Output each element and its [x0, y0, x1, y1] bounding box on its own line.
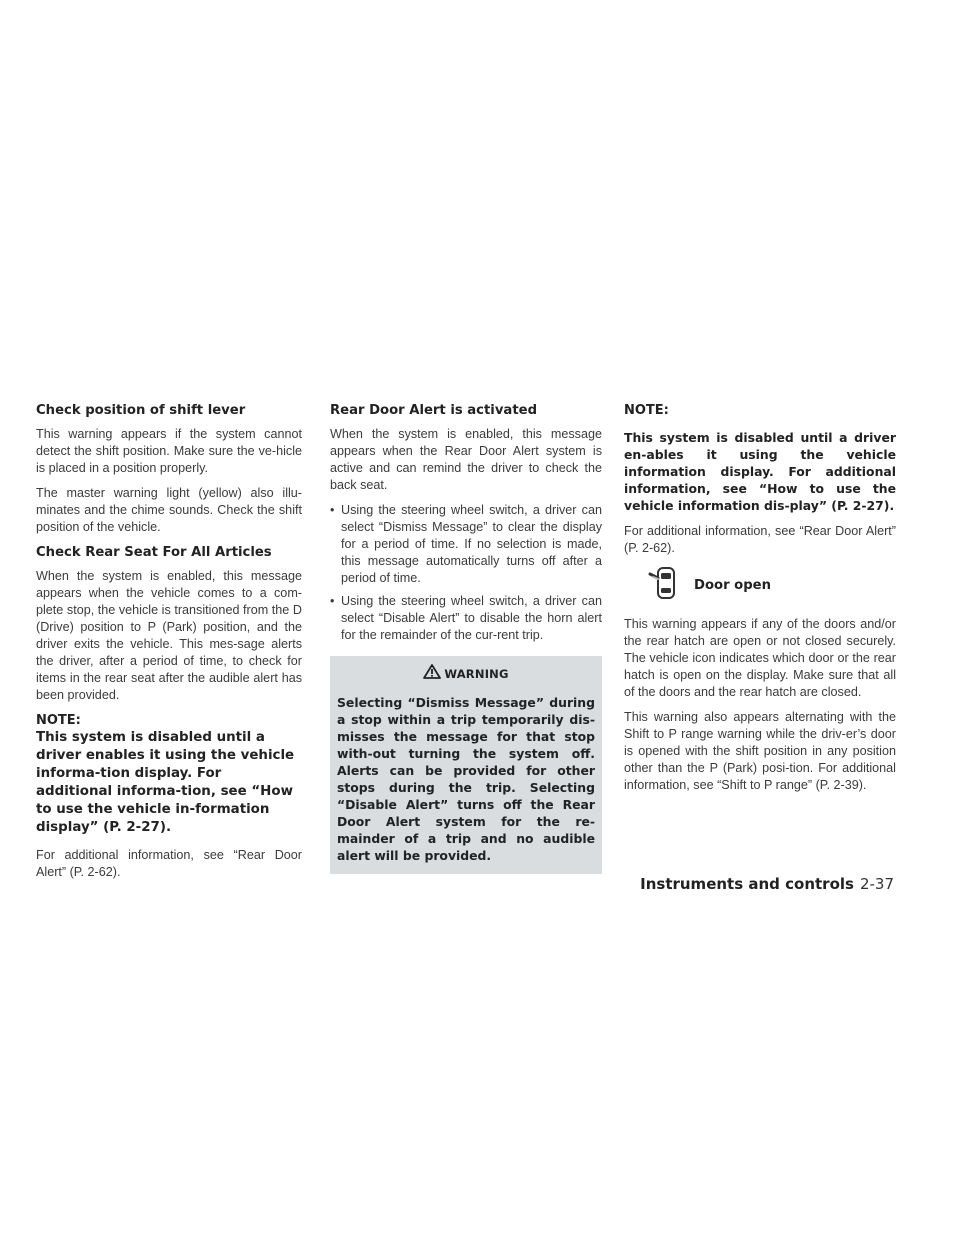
list-item: • Using the steering wheel switch, a driver can select “Dismiss Message” to clear the display for a period of time. If no selection is made, this message automatically turns off after a period of time.: [330, 503, 602, 585]
page-number: 2-37: [859, 875, 894, 893]
paragraph: This warning also appears alternating with the Shift to P range warning while the driv-er’s door is opened with the shift position in any position other than the P (Park) posi-tion. For additional information, see “Shift to P range” (P. 2-39).: [624, 710, 896, 792]
car-door-open-icon: [644, 565, 686, 606]
paragraph: When the system is enabled, this message appears when the vehicle comes to a com-plete stop, the vehicle is transitioned from the D (Drive) position to P (Park) position, and the driver exits the vehicle. This mes-sage alerts the driver, after a period of time, to check for items in the rear seat after the audible alert has been provided.: [36, 569, 302, 702]
warning-text: Selecting “Dismiss Message” during a stop within a trip temporarily dis-misses the message for that stop with-out turning the system off. Alerts can be provided for other stops during the trip. Selecting “Disable Alert” turns off the Rear Door Alert system for the re-mainder of a trip and no audible alert will be provided.: [337, 695, 595, 863]
door-open-row: [644, 565, 896, 606]
note-label: NOTE:: [624, 403, 669, 418]
heading-rear-door-alert-activated: Rear Door Alert is activated: [330, 403, 538, 418]
page-footer: [640, 875, 894, 893]
heading-check-shift-lever: Check position of shift lever: [36, 403, 246, 418]
door-open-title: Door open: [694, 578, 771, 593]
note-text: This system is disabled until a driver en-ables it using the vehicle information display. For additional information, see “How to use the vehicle information dis-play” (P. 2-27).: [624, 430, 896, 513]
warning-triangle-icon: [423, 664, 441, 684]
warning-box: [330, 656, 602, 874]
paragraph: When the system is enabled, this message appears when the Rear Door Alert system is active and can remind the driver to check the back seat.: [330, 427, 602, 492]
warning-header: [337, 664, 595, 684]
paragraph: The master warning light (yellow) also illu-minates and the chime sounds. Check the shift position of the vehicle.: [36, 486, 302, 534]
column-left: [36, 402, 302, 889]
paragraph: For additional information, see “Rear Door Alert” (P. 2-62).: [36, 848, 302, 879]
note-text: This system is disabled until a driver enables it using the vehicle informa-tion display. For additional informa-tion, see “How to use the vehicle in-formation display” (P. 2-27).: [36, 730, 295, 835]
paragraph: This warning appears if any of the doors and/or the rear hatch are open or not closed securely. The vehicle icon indicates which door or the rear hatch is open on the display. Make sure that all of the doors and the rear hatch are closed.: [624, 617, 896, 699]
column-right: [624, 402, 896, 802]
note-label: NOTE:: [36, 713, 81, 728]
paragraph: For additional information, see “Rear Door Alert” (P. 2-62).: [624, 524, 896, 555]
list-item: • Using the steering wheel switch, a driver can select “Disable Alert” to disable the horn alert for the remainder of the cur-rent trip.: [330, 594, 602, 642]
warning-title: WARNING: [444, 667, 509, 681]
paragraph: This warning appears if the system cannot detect the shift position. Make sure the ve-hicle is placed in a position properly.: [36, 427, 302, 475]
heading-check-rear-seat: Check Rear Seat For All Articles: [36, 545, 272, 560]
footer-section-title: Instruments and controls: [640, 875, 854, 893]
bullet-list: [330, 502, 602, 644]
column-middle: [330, 402, 602, 874]
